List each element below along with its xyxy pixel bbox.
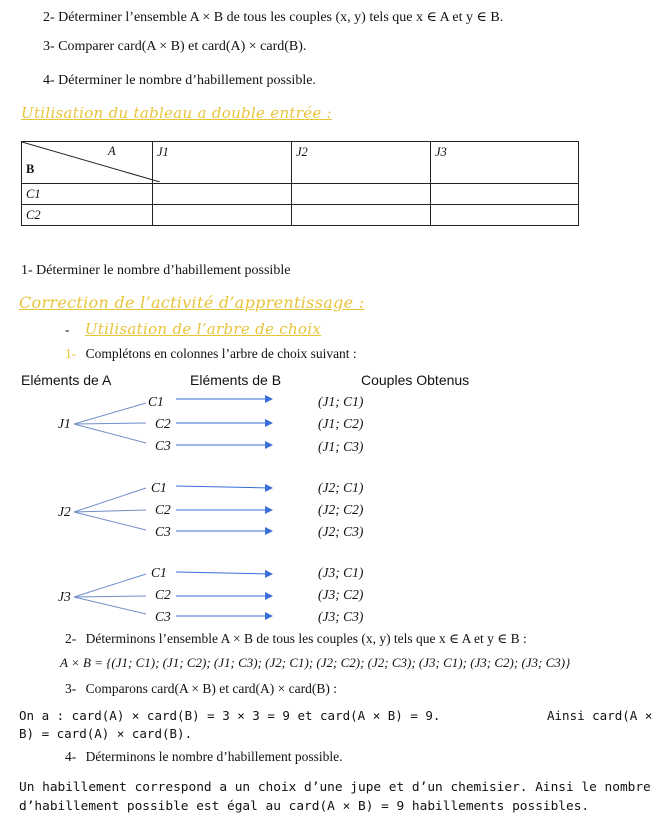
tree-branch: C1 [151,565,167,580]
question-4-text: Déterminer le nombre d’habillement possible. [58,73,316,88]
tree-couple: (J2; C1) [318,480,364,495]
question-1: 1- Déterminer le nombre d’habillement possible [21,263,291,278]
conclusion-line-1: Un habillement correspond a un choix d’une jupe et d’un chemisier. Ainsi le nombre [19,780,651,795]
corner-label-a: A [108,144,116,158]
tree-header-a: Eléments de A [21,372,112,388]
step-4-num: 4- [65,749,77,764]
step-1-text: Complétons en colonnes l’arbre de choix suivant : [85,346,357,361]
question-4-top [43,73,316,89]
tree-branch: C1 [151,480,167,495]
tree-root: J1 [58,416,71,431]
tree-branch: C2 [155,587,171,602]
question-3-text: Comparer card(A × B) et card(A) × card(B). [58,39,307,54]
tree-group-1 [74,399,272,445]
step-2-num: 2- [65,631,77,646]
table-row [22,205,579,226]
tree-branch: C1 [148,394,164,409]
tree-branch: C3 [155,438,171,453]
step-1-num: 1- [65,346,77,361]
table-col-header: J2 [292,142,431,184]
table-cell [431,184,579,205]
table-row [22,184,579,205]
tree-couple: (J3; C2) [318,587,364,602]
question-3-num: 3- [43,39,55,54]
tree-heading: Utilisation de l’arbre de choix [84,320,322,338]
tree-branch: C3 [155,524,171,539]
step-1 [65,346,357,362]
corner-diagonal [22,142,160,182]
tree-couple: (J2; C2) [318,502,364,517]
table-col-header: J3 [431,142,579,184]
step-3-text: Comparons card(A × B) et card(A) × card(B) : [85,681,338,696]
step-2-text: Déterminons l’ensemble A × B de tous les couples (x, y) tels que x ∈ A et y ∈ B : [85,631,527,646]
double-entry-table [21,141,579,226]
table-col-header: J1 [153,142,292,184]
tree-heading-line [65,320,321,338]
step-4-text: Déterminons le nombre d’habillement possible. [85,749,343,764]
table-row-header: C2 [22,205,153,226]
set-result: A × B = {(J1; C1); (J1; C2); (J1; C3); (J2; C1); (J2; C2); (J2; C3); (J3; C1); (J3; C2); (J3; C3)} [60,655,571,670]
tree-group-3 [74,572,272,616]
tree-couple: (J3; C1) [318,565,364,580]
tree-couple: (J1; C1) [318,394,364,409]
on-a-line: On a : card(A) × card(B) = 3 × 3 = 9 et card(A × B) = 9. [19,708,441,723]
correction-heading: Correction de l’activité d’apprentissage : [19,293,365,312]
tree-root: J3 [58,589,71,604]
tree-root: J2 [58,504,71,519]
question-2-num: 2- [43,10,55,25]
table-cell [153,205,292,226]
tree-couple: (J2; C3) [318,524,364,539]
conclusion-line-2: d’habillement possible est égal au card(A × B) = 9 habillements possibles. [19,799,590,814]
tree-couple: (J1; C2) [318,416,364,431]
question-2-text: Déterminer l’ensemble A × B de tous les couples (x, y) tels que x ∈ A et y ∈ B. [58,10,504,25]
tree-header-couples: Couples Obtenus [361,372,470,388]
table-corner-cell [22,142,153,184]
corner-label-b: B [26,162,35,176]
ainsi-line: Ainsi card(A × [547,708,653,723]
tree-heading-bullet: - [65,322,70,337]
ainsi-continuation: B) = card(A) × card(B). [19,726,193,741]
step-2 [65,631,527,647]
tree-header-b: Eléments de B [190,372,282,388]
tree-couple: (J1; C3) [318,439,364,454]
question-3-top [43,39,306,55]
table-row-header: C1 [22,184,153,205]
table-cell [292,184,431,205]
step-3-num: 3- [65,681,77,696]
tree-couple: (J3; C3) [318,609,364,624]
step-3 [65,681,337,697]
question-4-num: 4- [43,73,55,88]
question-2-top [43,9,503,26]
table-cell [292,205,431,226]
table-heading: Utilisation du tableau a double entrée : [21,104,332,122]
tree-branch: C3 [155,609,171,624]
table-cell [153,184,292,205]
tree-group-2 [74,486,272,531]
step-4 [65,749,342,765]
tree-branch: C2 [155,416,171,431]
tree-branch: C2 [155,502,171,517]
table-cell [431,205,579,226]
